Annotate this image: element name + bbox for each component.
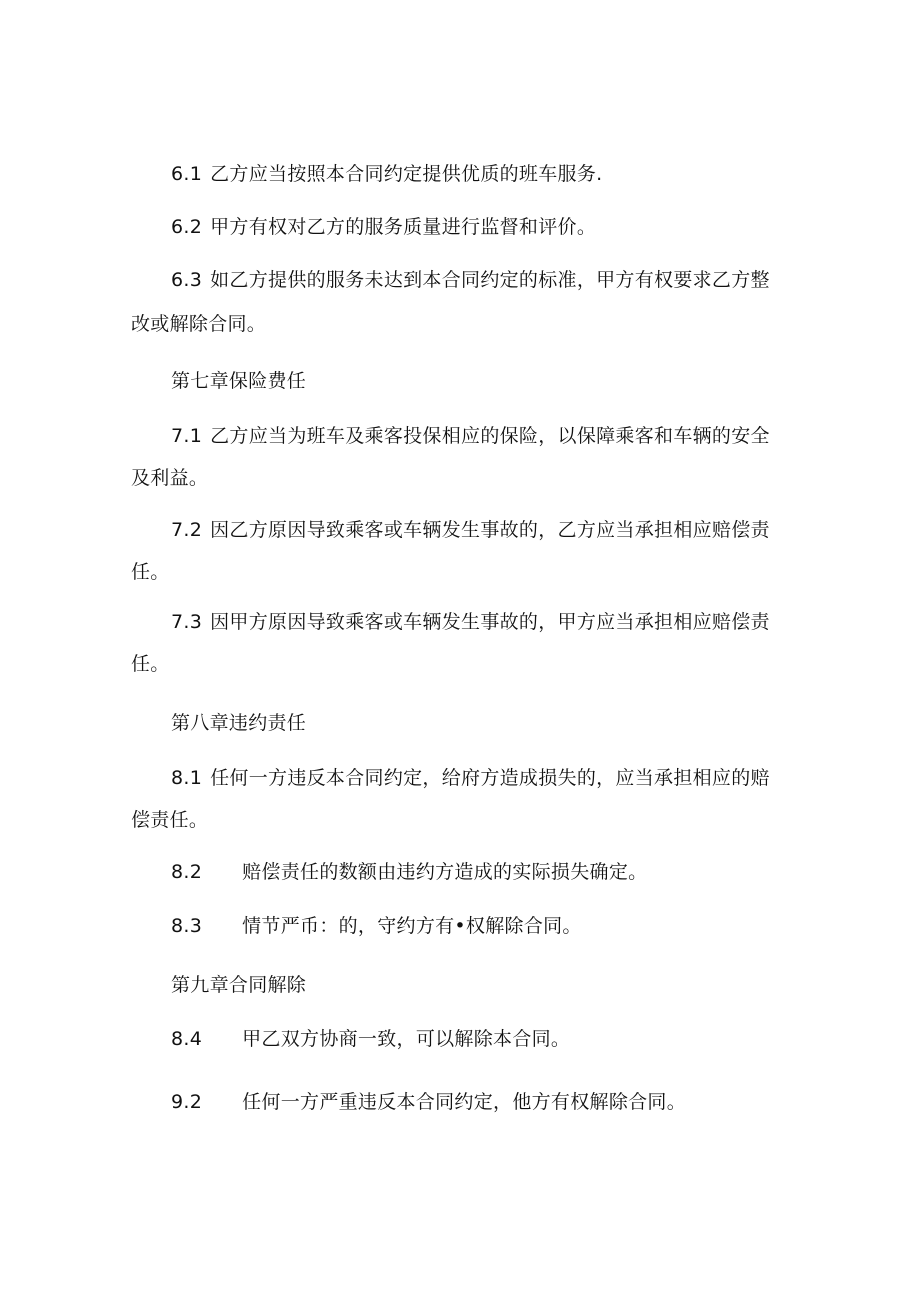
clause-text: 乙方应当按照本合同约定提供优质的班车服务. (210, 163, 603, 185)
clause-8-3 (171, 914, 851, 938)
clause-number: 8.3 (171, 915, 203, 937)
chapter-8-heading: 第八章违约责任 (171, 712, 307, 734)
clause-6-3-continued: 改或解除合同。 (131, 313, 267, 335)
chapter-9-heading: 第九章合同解除 (171, 974, 307, 996)
clause-number: 7.3 (171, 611, 203, 633)
clause-7-3-continued: 任。 (131, 653, 170, 675)
clause-number: 7.1 (171, 425, 203, 447)
clause-8-1 (171, 766, 851, 790)
clause-text: 因乙方原因导致乘客或车辆发生事故的，乙方应当承担相应赔偿责 (210, 519, 770, 541)
clause-7-2 (171, 518, 851, 542)
clause-number: 6.1 (171, 163, 203, 185)
clause-6-2 (171, 215, 851, 239)
clause-text: 甲方有权对乙方的服务质量进行监督和评价。 (210, 216, 597, 238)
clause-text: 乙方应当为班车及乘客投保相应的保险，以保障乘客和车辆的安全 (210, 425, 770, 447)
clause-number: 6.2 (171, 216, 203, 238)
clause-number: 9.2 (171, 1091, 203, 1113)
clause-6-1 (171, 162, 851, 186)
clause-7-3 (171, 610, 851, 634)
clause-text: 任何一方违反本合同约定，给府方造成损失的，应当承担相应的赔 (210, 767, 770, 789)
clause-7-1 (171, 424, 851, 448)
clause-text: 情节严币：的，守约方有•权解除合同。 (242, 915, 582, 937)
clause-text: 因甲方原因导致乘客或车辆发生事故的，甲方应当承担相应赔偿责 (210, 611, 770, 633)
clause-text: 任何一方严重违反本合同约定，他方有权解除合同。 (242, 1091, 687, 1113)
clause-number: 8.4 (171, 1028, 203, 1050)
clause-text: 赔偿责任的数额由违约方造成的实际损失确定。 (242, 861, 648, 883)
clause-7-2-continued: 任。 (131, 561, 170, 583)
clause-text: 甲乙双方协商一致，可以解除本合同。 (242, 1028, 571, 1050)
clause-number: 7.2 (171, 519, 203, 541)
clause-8-2 (171, 860, 851, 884)
clause-9-2 (171, 1090, 851, 1114)
clause-number: 6.3 (171, 269, 203, 291)
clause-text: 如乙方提供的服务未达到本合同约定的标准，甲方有权要求乙方整 (210, 269, 770, 291)
clause-8-4 (171, 1027, 851, 1051)
clause-6-3 (171, 268, 851, 292)
clause-number: 8.1 (171, 767, 203, 789)
clause-8-1-continued: 偿责任。 (131, 809, 209, 831)
clause-7-1-continued: 及利益。 (131, 467, 209, 489)
chapter-7-heading: 第七章保险费任 (171, 370, 307, 392)
clause-number: 8.2 (171, 861, 203, 883)
